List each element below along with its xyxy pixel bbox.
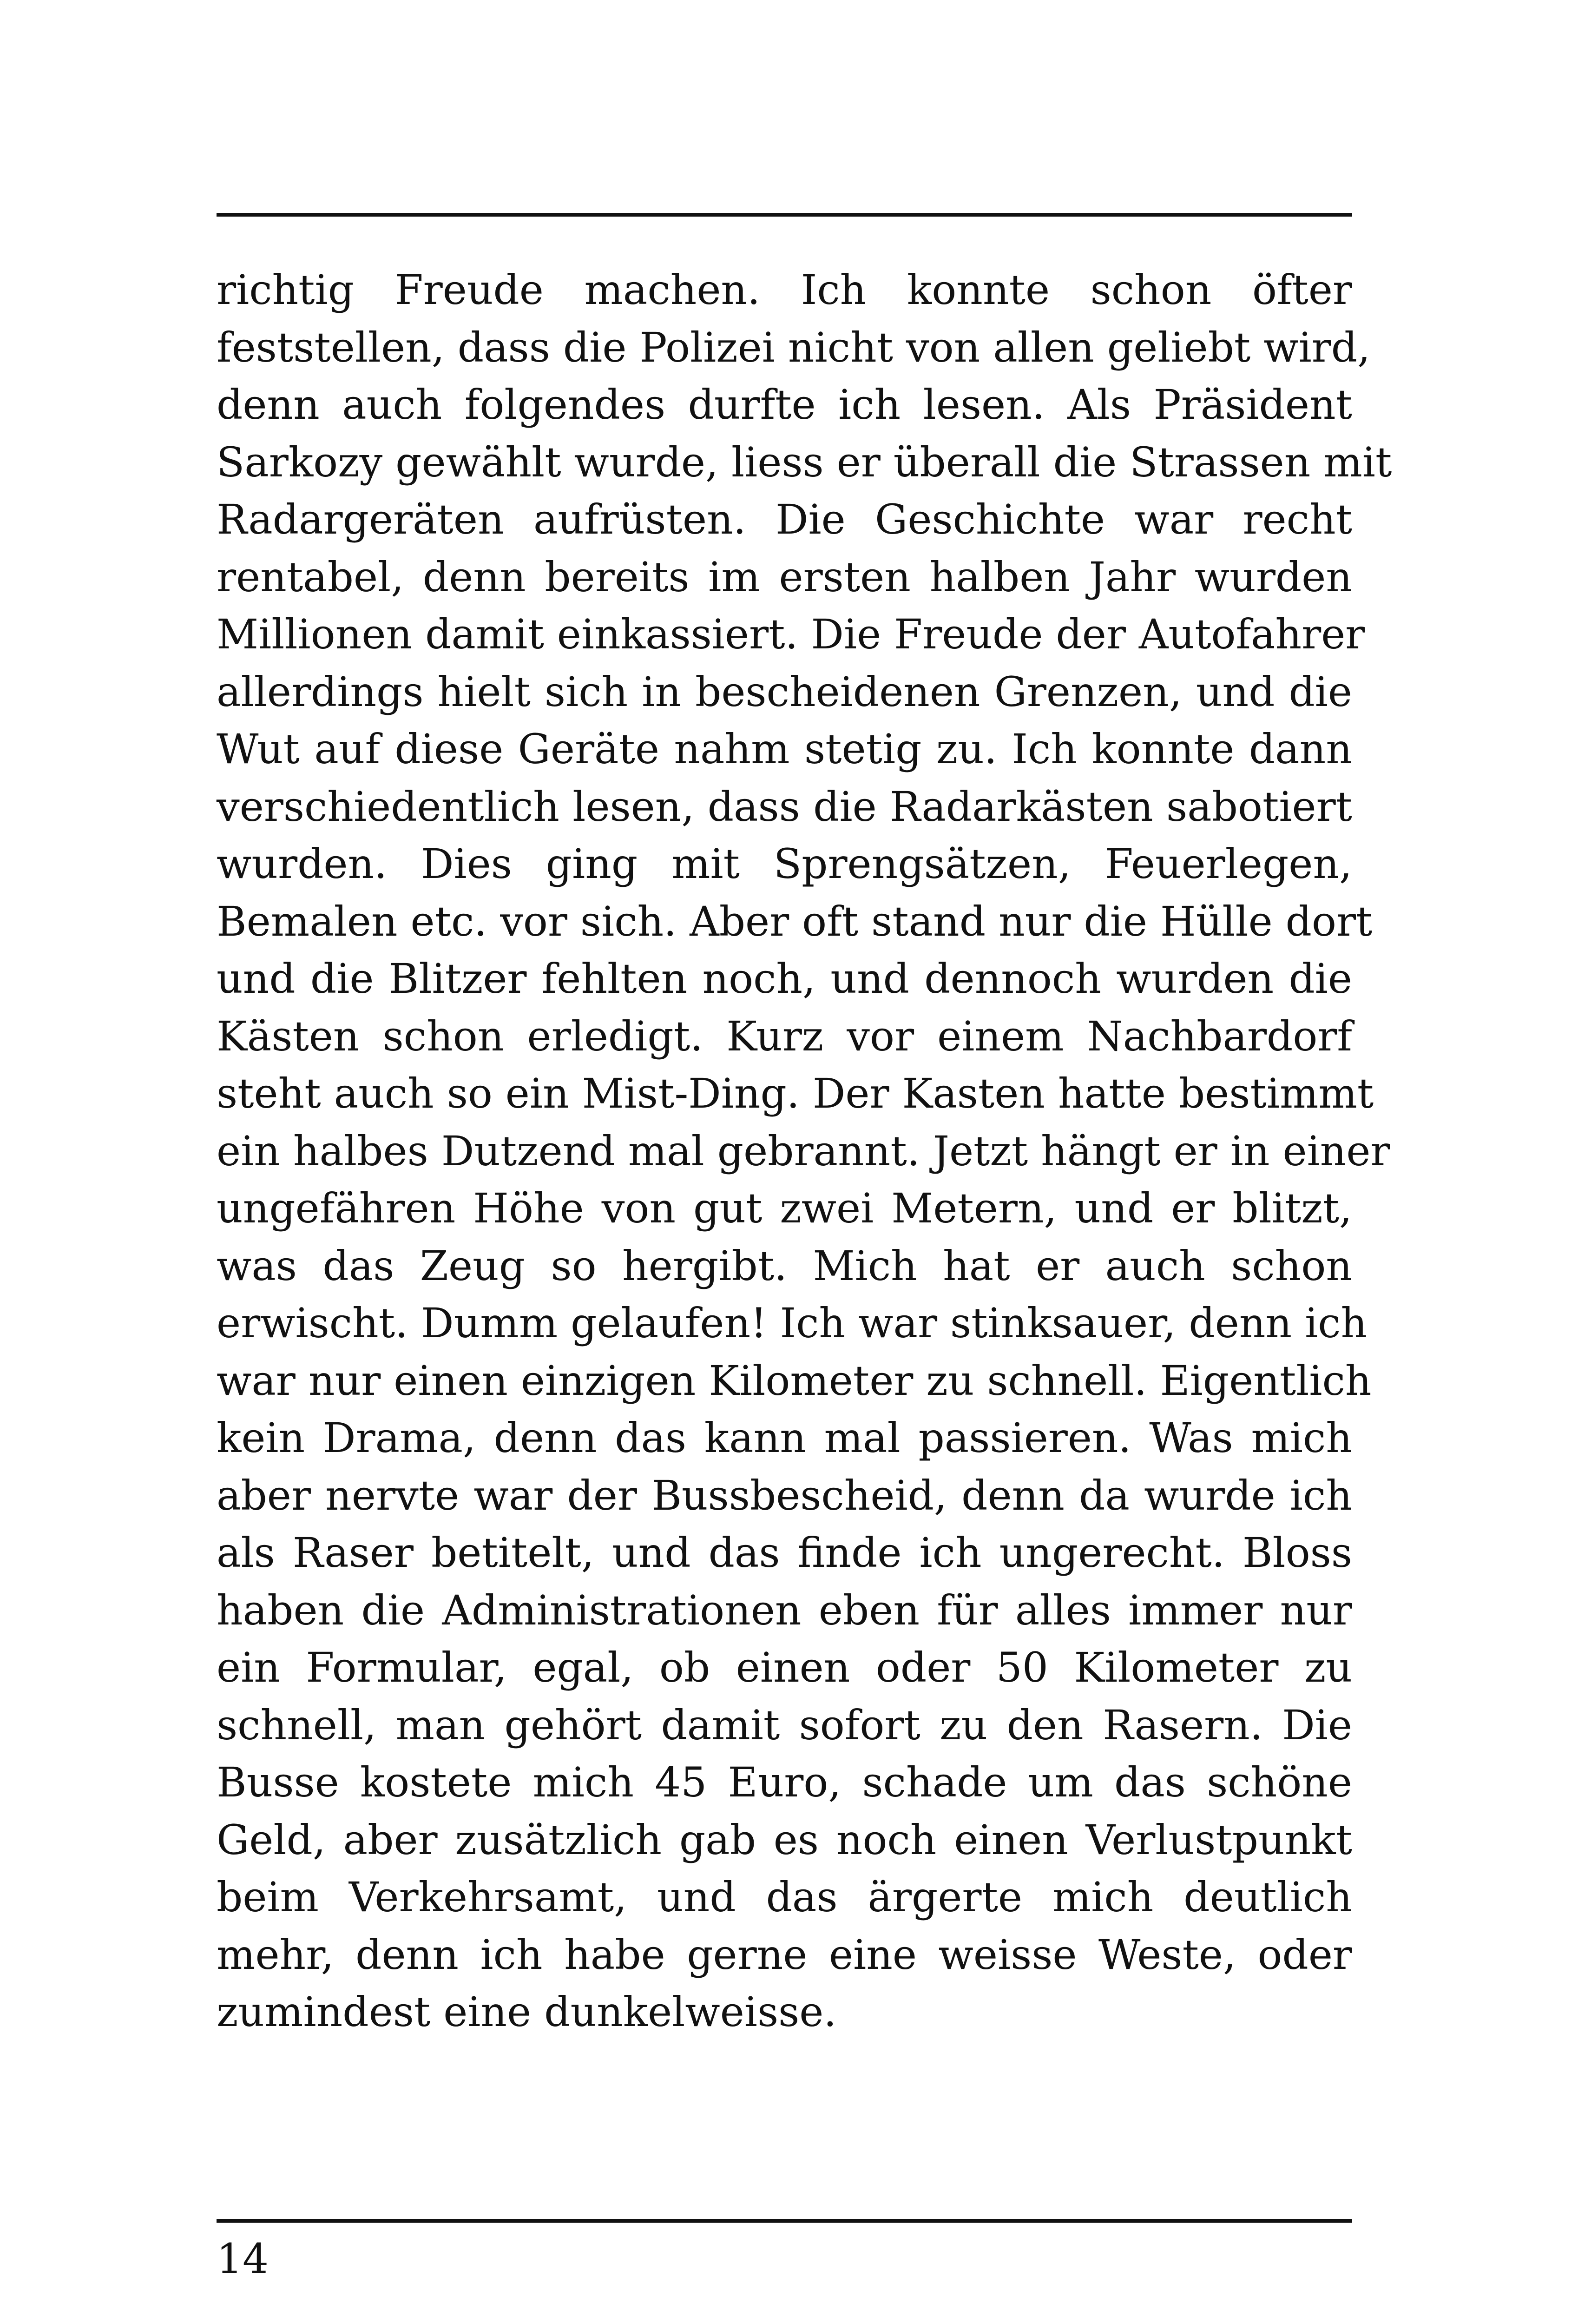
- text-line: als Raser betitelt, und das finde ich ungerecht. Bloss: [217, 1529, 1352, 1577]
- text-line: steht auch so ein Mist-Ding. Der Kasten hatte bestimmt: [217, 1070, 1374, 1117]
- text-line: Geld, aber zusätzlich gab es noch einen Verlustpunkt: [217, 1816, 1352, 1864]
- text-line: verschiedentlich lesen, dass die Radarkästen sabotiert: [217, 782, 1352, 831]
- text-line: zumindest eine dunkelweisse.: [217, 1988, 837, 2036]
- text-line: feststellen, dass die Polizei nicht von allen geliebt wird,: [217, 323, 1371, 371]
- text-line: aber nervte war der Bussbescheid, denn da wurde ich: [217, 1471, 1352, 1519]
- text-line: Bemalen etc. vor sich. Aber oft stand nur die Hülle dort: [217, 897, 1373, 945]
- text-line: Kästen schon erledigt. Kurz vor einem Nachbardorf: [217, 1012, 1352, 1060]
- text-line: Busse kostete mich 45 Euro, schade um das schöne: [217, 1758, 1352, 1806]
- text-line: allerdings hielt sich in bescheidenen Grenzen, und die: [217, 667, 1352, 716]
- text-line: war nur einen einzigen Kilometer zu schnell. Eigentlich: [217, 1356, 1372, 1405]
- text-line: beim Verkehrsamt, und das ärgerte mich deutlich: [217, 1873, 1352, 1921]
- text-line: Radargeräten aufrüsten. Die Geschichte war recht: [217, 495, 1352, 543]
- text-line: wurden. Dies ging mit Sprengsätzen, Feuerlegen,: [217, 840, 1352, 888]
- text-line: was das Zeug so hergibt. Mich hat er auch schon: [217, 1241, 1352, 1290]
- body-paragraph: [217, 261, 1392, 2102]
- text-line: ungefähren Höhe von gut zwei Metern, und er blitzt,: [217, 1184, 1352, 1232]
- text-line: denn auch folgendes durfte ich lesen. Als Präsident: [217, 381, 1352, 429]
- text-line: richtig Freude machen. Ich konnte schon öfter: [217, 266, 1352, 314]
- text-line: kein Drama, denn das kann mal passieren. Was mich: [217, 1414, 1352, 1462]
- text-line: und die Blitzer fehlten noch, und dennoch wurden die: [217, 955, 1352, 1003]
- text-line: ein halbes Dutzend mal gebrannt. Jetzt hängt er in einer: [217, 1127, 1390, 1175]
- text-line: mehr, denn ich habe gerne eine weisse Weste, oder: [217, 1930, 1352, 1979]
- text-line: ein Formular, egal, ob einen oder 50 Kilometer zu: [217, 1644, 1352, 1691]
- text-line: Wut auf diese Geräte nahm stetig zu. Ich konnte dann: [217, 725, 1352, 773]
- text-line: schnell, man gehört damit sofort zu den Rasern. Die: [217, 1701, 1352, 1749]
- text-line: erwischt. Dumm gelaufen! Ich war stinksauer, denn ich: [217, 1299, 1367, 1347]
- text-line: Sarkozy gewählt wurde, liess er überall die Strassen mit: [217, 438, 1392, 486]
- text-line: haben die Administrationen eben für alles immer nur: [217, 1586, 1352, 1634]
- text-line: rentabel, denn bereits im ersten halben Jahr wurden: [217, 553, 1352, 601]
- text-line: Millionen damit einkassiert. Die Freude der Autofahrer: [217, 610, 1365, 658]
- header-rule: [217, 213, 1352, 217]
- footer-rule: [217, 2219, 1352, 2223]
- page-number: 14: [217, 2235, 269, 2283]
